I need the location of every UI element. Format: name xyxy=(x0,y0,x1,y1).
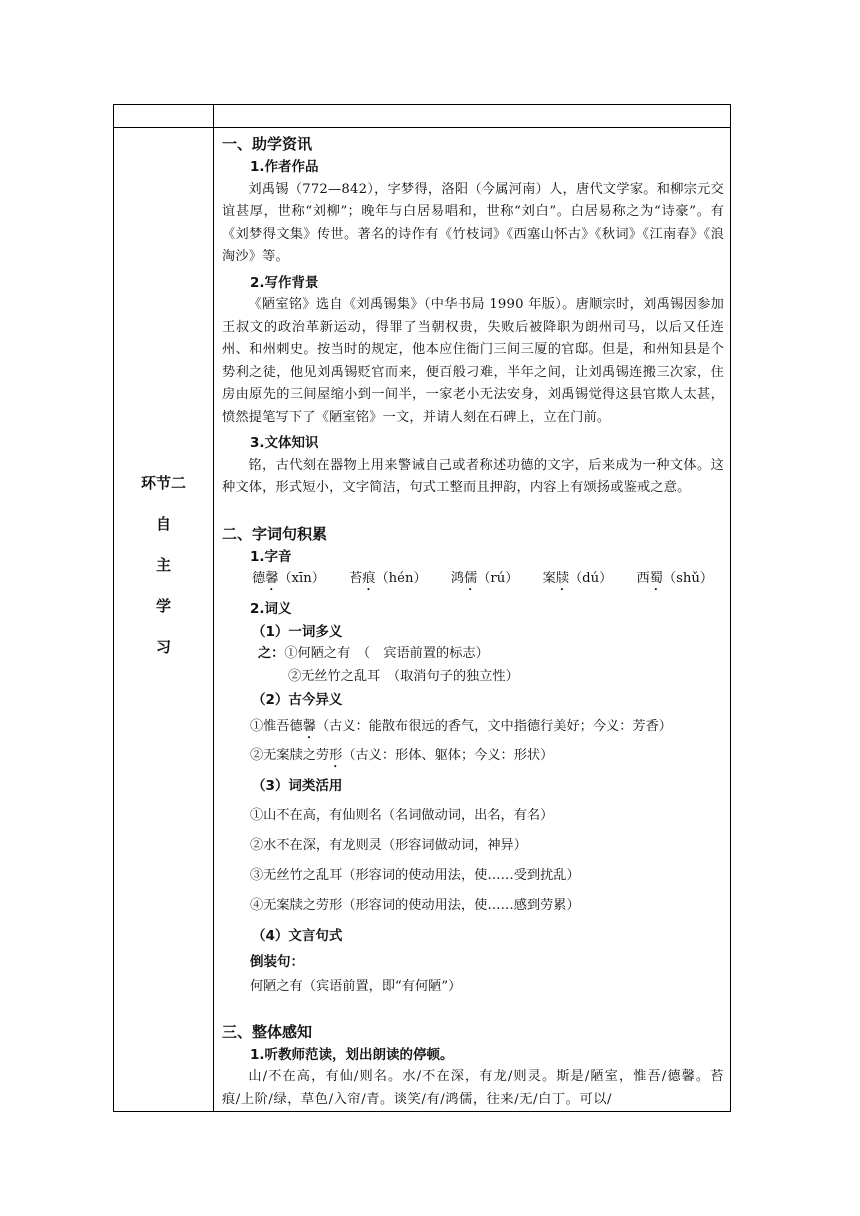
am-1-post: （古义：能散布很远的香气，文中指德行美好；今义：芳香） xyxy=(315,719,672,734)
section-label-0: 环节二 xyxy=(140,474,186,492)
background-title: 2.写作背景 xyxy=(250,274,319,291)
word-class-item: ③无丝竹之乱耳（形容词的使动用法，使……受到扰乱） xyxy=(250,868,580,883)
pinyin-reading: （xīn） xyxy=(278,571,325,586)
pinyin-dotted-char: 痕 xyxy=(362,571,376,586)
word-class-item: ④无案牍之劳形（形容词的使动用法，使……感到劳累） xyxy=(250,898,580,913)
ancient-modern-1 xyxy=(222,713,724,742)
section-2-title: 二、字词句积累 xyxy=(222,524,328,543)
am-2-pre: ②无案牍之劳 xyxy=(250,748,330,763)
content-cell xyxy=(214,128,731,1112)
pinyin-reading: （rú） xyxy=(477,571,519,586)
spacer xyxy=(222,500,724,522)
pinyin-char: 德 xyxy=(252,571,266,586)
pinyin-item xyxy=(543,571,613,586)
pinyin-reading: （hén） xyxy=(375,571,427,586)
background-text: 《陋室铭》选自《刘禹锡集》（中华书局 1990 年版）。唐顺宗时，刘禹锡因参加王叔文的政治革新运动，得罪了当朝权贵，失败后被降职为朗州司马，以后又任连州、和州刺史。按当时的规定，他本应住衙门三间三厦的官邸。但是，和州知县是个势利之徒，他见刘禹锡贬官而来，便百般刁难，半年之间，让刘禹锡连搬三次家，住房由原先的三间屋缩小到一间半，一家老小无法安身，刘禹锡觉得这县官欺人太甚，愤然提笔写下了《陋室铭》一文，并请人刻在石碑上，立在门前。 xyxy=(222,297,724,425)
section-1-title: 一、助学资讯 xyxy=(222,135,313,153)
word-class-item: ②水不在深，有龙则灵（形容词做动词，神异） xyxy=(250,838,527,853)
pinyin-item xyxy=(349,571,427,586)
pinyin-item xyxy=(451,571,519,586)
pinyin-char: 西 xyxy=(636,571,650,586)
listen-read-title: 1.听教师范读，划出朗读的停顿。 xyxy=(250,1046,454,1063)
table-body-row xyxy=(114,128,731,1112)
word-meaning-title: 2.词义 xyxy=(250,601,292,617)
pinyin-dotted-char: 馨 xyxy=(265,571,279,586)
section-3-title: 三、整体感知 xyxy=(222,1022,313,1041)
header-cell-right xyxy=(214,105,731,128)
pinyin-reading: （shǔ） xyxy=(662,571,714,586)
zhi-label: 之： xyxy=(258,646,285,661)
table-header-row xyxy=(114,105,731,128)
spacer xyxy=(222,1000,724,1020)
genre-text: 铭，古代刻在器物上用来警诫自己或者称述功德的文字，后来成为一种文体。这种文体，形式短小，文字简洁，句式工整而且押韵，内容上有颂扬或鉴戒之意。 xyxy=(222,457,724,495)
pinyin-reading: （dú） xyxy=(569,571,613,586)
genre-title: 3.文体知识 xyxy=(250,435,319,451)
am-2-post: （古义：形体、躯体；今义：形状） xyxy=(342,748,554,763)
pinyin-row xyxy=(222,568,724,594)
author-works-text: 刘禹锡（772—842），字梦得，洛阳（今属河南）人，唐代文学家。和柳宗元交谊甚厚，世称“刘柳”；晚年与白居易唱和，世称“刘白”。白居易称之为“诗豪”。有《刘梦得文集》传世。著名的诗作有《竹枝词》《西塞山怀古》《秋词》《江南春》《浪淘沙》等。 xyxy=(222,181,724,264)
pinyin-char: 鸿 xyxy=(450,571,465,586)
ancient-modern-2 xyxy=(222,742,724,771)
section-label-1: 自 xyxy=(155,515,171,533)
ancient-modern-title: （2）古今异义 xyxy=(252,692,343,708)
am-1-pre: ①惟吾德 xyxy=(250,719,303,734)
lesson-table xyxy=(113,104,731,1112)
pinyin-dotted-char: 牍 xyxy=(555,571,569,586)
pinyin-dotted-char: 儒 xyxy=(464,571,478,586)
header-cell-left xyxy=(114,105,214,128)
zhi-meaning-1: ①何陋之有 （ 宾语前置的标志） xyxy=(284,646,489,661)
section-label-cell xyxy=(114,128,214,1112)
word-class-title: （3）词类活用 xyxy=(252,778,343,794)
zhi-line-2: ②无丝竹之乱耳 （取消句子的独立性） xyxy=(288,668,519,684)
section-label-3: 学 xyxy=(155,597,171,615)
section-label-2: 主 xyxy=(155,556,171,574)
pinyin-dotted-char: 蜀 xyxy=(649,571,663,586)
am-2-dotted: 形 xyxy=(329,748,343,763)
polysemy-title: （1）一词多义 xyxy=(252,623,343,640)
pinyin-item xyxy=(637,571,714,586)
author-works-title: 1.作者作品 xyxy=(250,159,319,175)
zhi-line-1 xyxy=(222,643,724,666)
word-class-item: ①山不在高，有仙则名（名词做动词，出名，有名） xyxy=(250,808,554,823)
pinyin-char: 案 xyxy=(542,571,556,586)
sentence-pattern-title: （4）文言句式 xyxy=(252,928,343,944)
pinyin-char: 苔 xyxy=(349,571,363,586)
pronunciation-title: 1.字音 xyxy=(250,548,292,565)
pinyin-item xyxy=(252,571,325,586)
inversion-text: 何陋之有（宾语前置，即“有何陋”） xyxy=(250,978,462,994)
inversion-title: 倒装句： xyxy=(250,954,304,970)
am-1-dotted: 馨 xyxy=(302,719,316,734)
section-label-4: 习 xyxy=(155,638,171,656)
reading-pauses-text: 山/不在高，有仙/则名。水/不在深，有龙/则灵。斯是/陋室，惟吾/德馨。苔痕/上阶/绿，草色/入帘/青。谈笑/有/鸿儒，往来/无/白丁。可以/ xyxy=(222,1069,724,1107)
